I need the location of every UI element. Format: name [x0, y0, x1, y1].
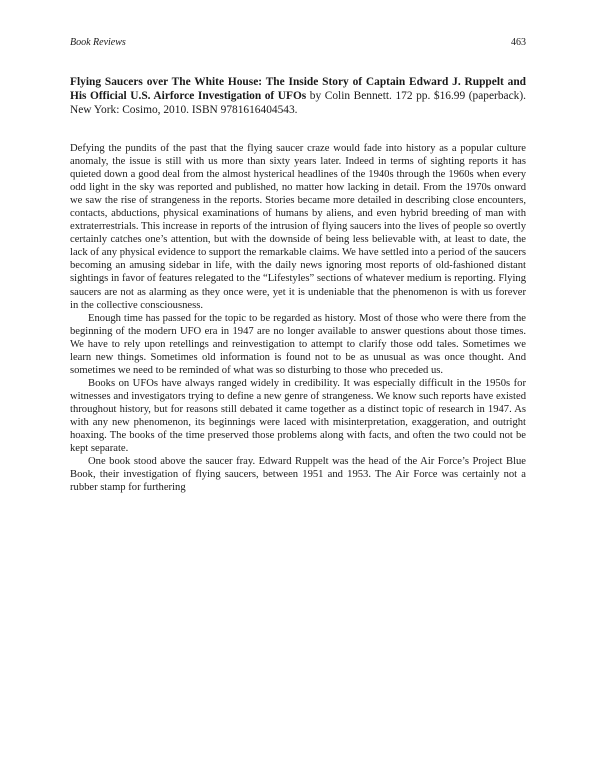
book-title: Flying Saucers over The White House: The Inside Story of Captain Edward J. Ruppelt and His Official U.S. Airforce Investigation of UFOs — [70, 76, 526, 103]
review-heading — [70, 75, 526, 118]
running-head — [70, 37, 526, 51]
body-paragraph-1: Defying the pundits of the past that the flying saucer craze would fade into history as a popular culture anomaly, the issue is still with us more than sixty years later. Indeed in terms of sighting reports it has quieted down a good deal from the almost hysterical headlines of the 1940s through the 1960s when every odd light in the sky was reported and published, no matter how lacking in detail. From the 1970s onward we saw the rise of strangeness in the reports. Stories became more detailed in describing close encounters, contacts, abductions, physical examinations of humans by aliens, and even hybrid breeding of man with extraterrestrials. This increase in reports of the intrusion of flying saucers into the lives of people so overtly certainly catches one’s attention, but with the downside of being less believable with, at least to date, the lack of any physical evidence to support the remarkable claims. We have settled into a period of the saucers becoming an amusing sidebar in life, with the daily news ignoring most reports of old-fashioned distant sightings in favor of features relegated to the “Lifestyles” sections of whatever medium is reporting. Flying saucers are not as alarming as they once were, yet it is undeniable that the phenomenon is with us forever in the collective consciousness. — [70, 143, 526, 311]
review-body — [70, 142, 526, 494]
book-citation: by Colin Bennett. 172 pp. $16.99 (paperback). New York: Cosimo, 2010. ISBN 9781616404543. — [70, 90, 526, 117]
body-paragraph-4: One book stood above the saucer fray. Edward Ruppelt was the head of the Air Force’s Project Blue Book, their investigation of flying saucers, between 1951 and 1953. The Air Force was certainly not a rubber stamp for furthering — [70, 456, 526, 494]
page-number: 463 — [511, 37, 526, 48]
running-head-section: Book Reviews — [70, 37, 126, 48]
body-paragraph-3: Books on UFOs have always ranged widely in credibility. It was especially difficult in the 1950s for witnesses and investigators trying to define a new genre of strangeness. We know such reports have existed throughout history, but for reasons still debated it came together as a distinct topic of research in 1947. As with any new phenomenon, its beginnings were laced with misinterpretation, exaggeration, and outright hoaxing. The books of the time preserved those problems along with facts, and often the two could not be kept separate. — [70, 377, 526, 455]
body-paragraph-2: Enough time has passed for the topic to be regarded as history. Most of those who were there from the beginning of the modern UFO era in 1947 are no longer available to answer questions about those times. We have to rely upon retellings and reinvestigation to attempt to clarify those odd tales. Sometimes we learn new things. Sometimes old information is found not to be as unusual as was once thought. And sometimes we need to be reminded of what was so disturbing to those who preceded us. — [70, 312, 526, 376]
